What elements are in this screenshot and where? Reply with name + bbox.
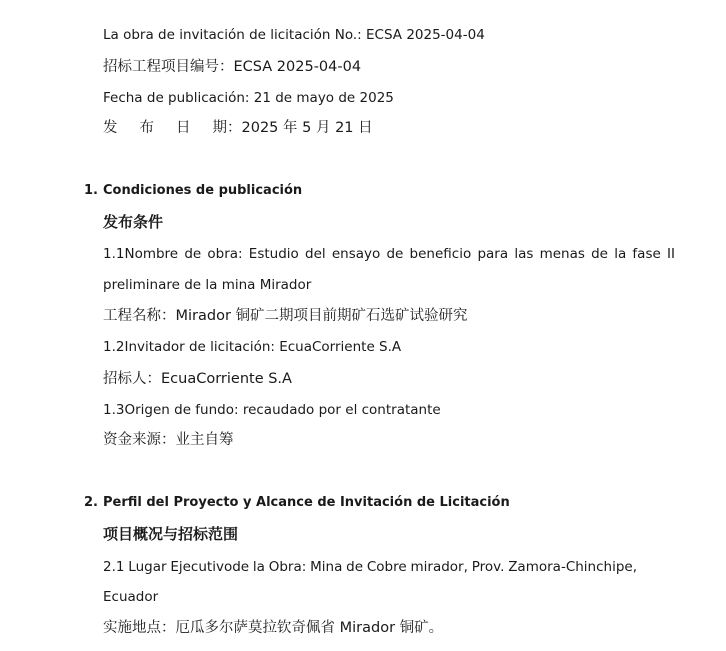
location-zh: 实施地点：厄瓜多尔萨莫拉钦奇佩省 Mirador 铜矿。 bbox=[103, 620, 444, 636]
word: las bbox=[514, 246, 534, 262]
word: Obra: bbox=[268, 559, 307, 575]
inviter-es: 1.2Invitador de licitación: EcuaCorriente S.A bbox=[103, 339, 402, 355]
section-1-title-es: Condiciones de publicación bbox=[103, 183, 303, 198]
word: de bbox=[184, 246, 202, 262]
pub-date-char: 日 bbox=[176, 120, 191, 136]
pub-date-char: 发 bbox=[103, 120, 118, 136]
word: fase bbox=[632, 246, 661, 262]
publication-date-zh bbox=[103, 119, 373, 137]
word: Lugar bbox=[128, 559, 167, 575]
work-name-zh: 工程名称：Mirador 铜矿二期项目前期矿石选矿试验研究 bbox=[103, 308, 468, 324]
word: Prov. bbox=[471, 559, 505, 575]
work-name-es-line1 bbox=[103, 245, 675, 263]
word: 1.1Nombre bbox=[103, 246, 179, 262]
word: menas bbox=[539, 246, 585, 262]
pub-date-char: 期 bbox=[212, 120, 227, 136]
location-es-line2: Ecuador bbox=[103, 589, 159, 605]
word: Mina bbox=[310, 559, 343, 575]
word: de bbox=[346, 559, 364, 575]
fund-origin-es: 1.3Origen de fundo: recaudado por el contratante bbox=[103, 402, 441, 418]
section-2-title-es: Perfil del Proyecto y Alcance de Invitación de Licitación bbox=[103, 495, 510, 510]
word: de bbox=[386, 246, 404, 262]
pub-date-char: 布 bbox=[139, 120, 154, 136]
inviter-zh: 招标人：EcuaCorriente S.A bbox=[103, 371, 292, 387]
word: Estudio bbox=[248, 246, 299, 262]
bid-number-zh: 招标工程项目编号：ECSA 2025-04-04 bbox=[103, 59, 362, 75]
section-1-number: 1. bbox=[84, 183, 98, 198]
word: la bbox=[252, 559, 265, 575]
word: 2.1 bbox=[103, 559, 125, 575]
section-2-heading bbox=[84, 494, 510, 512]
location-es-line1 bbox=[103, 558, 637, 576]
word: Zamora-Chinchipe, bbox=[508, 559, 637, 575]
word: obra: bbox=[207, 246, 243, 262]
section-1-title-zh: 发布条件 bbox=[103, 213, 164, 231]
work-name-es-line2: preliminare de la mina Mirador bbox=[103, 277, 312, 293]
publication-date-es: Fecha de publicación: 21 de mayo de 2025 bbox=[103, 90, 394, 106]
word: del bbox=[305, 246, 326, 262]
word: de bbox=[591, 246, 608, 262]
word: Cobre bbox=[366, 559, 407, 575]
section-2-number: 2. bbox=[84, 495, 98, 510]
word: la bbox=[614, 246, 627, 262]
word: beneficio bbox=[409, 246, 472, 262]
word: para bbox=[477, 246, 509, 262]
word: Ejecutivode bbox=[170, 559, 250, 575]
section-1-heading bbox=[84, 182, 302, 200]
pub-date-value: ：2025 年 5 月 21 日 bbox=[227, 120, 373, 136]
word: II bbox=[667, 246, 675, 262]
fund-origin-zh: 资金来源：业主自筹 bbox=[103, 432, 234, 448]
bid-number-es: La obra de invitación de licitación No.: ECSA 2025-04-04 bbox=[103, 27, 485, 43]
word: mirador, bbox=[410, 559, 468, 575]
section-2-title-zh: 项目概况与招标范围 bbox=[103, 525, 239, 543]
word: ensayo bbox=[331, 246, 381, 262]
